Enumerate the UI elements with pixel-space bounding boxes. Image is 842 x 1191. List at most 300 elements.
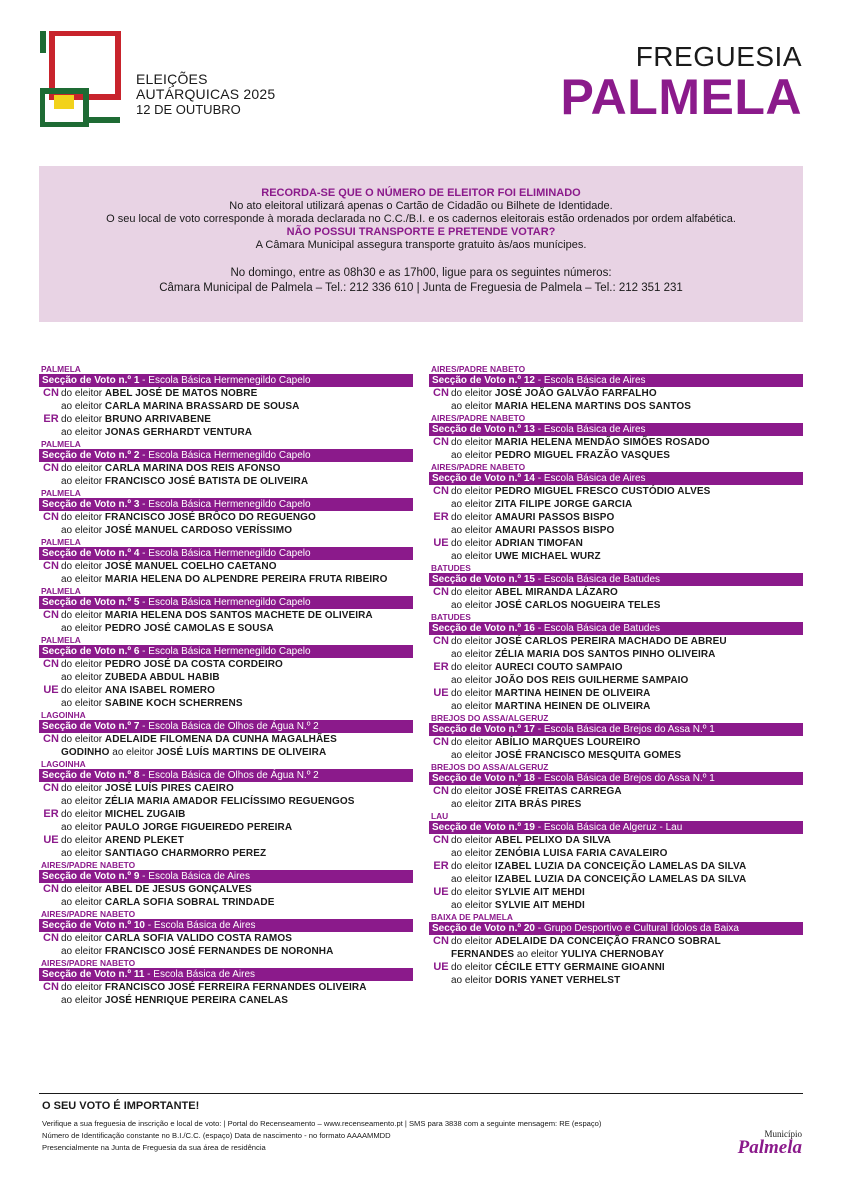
section-location: AIRES/PADRE NABETO (41, 860, 136, 870)
section-location: AIRES/PADRE NABETO (431, 462, 526, 472)
range-prefix: ao eleitor (451, 701, 495, 712)
voter-range-row (429, 961, 803, 974)
range-prefix: ao eleitor (61, 427, 105, 438)
voter-range-text (61, 475, 413, 488)
voter-type-code (429, 847, 451, 860)
voter-range-text (451, 948, 803, 961)
section-number: Secção de Voto n.º 15 (432, 574, 535, 585)
sections-right-column (429, 364, 803, 987)
footer-divider (39, 1093, 803, 1094)
section-school: - Grupo Desportivo e Cultural Ídolos da Baixa (534, 923, 739, 934)
section-number: Secção de Voto n.º 4 (42, 548, 140, 559)
section-header (39, 720, 413, 733)
section-header (39, 547, 413, 560)
section-number: Secção de Voto n.º 2 (42, 450, 140, 461)
voter-type-code: ER (43, 808, 59, 820)
range-prefix: do eleitor (61, 512, 105, 523)
voter-range-row (429, 785, 803, 798)
section-location: BATUDES (431, 563, 471, 573)
section-school: - Escola Básica de Algeruz - Lau (534, 822, 683, 833)
voting-section (429, 713, 803, 762)
section-number: Secção de Voto n.º 1 (42, 375, 140, 386)
voter-type-code (429, 873, 451, 886)
section-school: - Escola Básica Hermenegildo Capelo (139, 375, 311, 386)
voter-name: ZENÓBIA LUISA FARIA CAVALEIRO (494, 848, 668, 859)
voter-name: ABEL DE JESUS GONÇALVES (104, 884, 252, 895)
section-location: PALMELA (41, 488, 81, 498)
voter-range-text (61, 426, 413, 439)
voter-name: ANA ISABEL ROMERO (104, 685, 215, 696)
range-prefix: do eleitor (61, 685, 105, 696)
voter-range-text (451, 961, 803, 974)
voter-range-text (61, 834, 413, 847)
voter-name: CARLA MARINA DOS REIS AFONSO (104, 463, 281, 474)
range-prefix: do eleitor (451, 437, 495, 448)
voter-type-code: CN (43, 609, 59, 621)
voter-name: MARTINA HEINEN DE OLIVEIRA (494, 688, 651, 699)
voter-range-row (429, 511, 803, 524)
range-prefix: do eleitor (451, 962, 495, 973)
voter-name: MARIA HELENA DO ALPENDRE PEREIRA FRUTA RIBEIRO (104, 574, 388, 585)
voter-type-code (39, 746, 61, 759)
voter-name: JOSÉ CARLOS PEREIRA MACHADO DE ABREU (494, 636, 727, 647)
voting-section (429, 413, 803, 462)
voter-range-row (429, 586, 803, 599)
range-prefix: do eleitor (61, 884, 105, 895)
range-prefix: ao eleitor (451, 874, 495, 885)
section-location: AIRES/PADRE NABETO (431, 364, 526, 374)
voter-range-text (451, 387, 803, 400)
range-prefix: ao eleitor (451, 649, 495, 660)
voter-range-row (429, 847, 803, 860)
voter-name: MARIA HELENA MENDÃO SIMÕES ROSADO (494, 437, 710, 448)
section-number: Secção de Voto n.º 3 (42, 499, 140, 510)
section-header (429, 772, 803, 785)
footer-line-1: Verifique a sua freguesia de inscrição e local de voto: | Portal do Recenseamento – www.recenseamento.pt | SMS para 3838 com a seguinte mensagem: RE (espaço) (42, 1119, 602, 1128)
voter-range-text (451, 498, 803, 511)
voter-range-row (39, 896, 413, 909)
voter-range-text (451, 586, 803, 599)
voter-type-code: UE (43, 834, 59, 846)
election-line-1: ELEIÇÕES (136, 71, 208, 87)
voter-type-code (429, 550, 451, 563)
voting-section (39, 364, 413, 439)
footer-info (42, 1118, 601, 1154)
voter-name: PEDRO MIGUEL FRAZÃO VASQUES (494, 450, 671, 461)
voter-range-row (39, 733, 413, 746)
election-date: 12 DE OUTUBRO (136, 102, 241, 117)
voter-name: JOSÉ FREITAS CARREGA (494, 786, 622, 797)
voter-range-row (429, 886, 803, 899)
voter-name: ZÉLIA MARIA DOS SANTOS PINHO OLIVEIRA (494, 649, 716, 660)
voter-range-row (39, 609, 413, 622)
voter-range-row (39, 560, 413, 573)
voter-range-text (451, 899, 803, 912)
voting-section (429, 912, 803, 987)
voter-name: ABEL MIRANDA LÁZARO (494, 587, 618, 598)
voter-range-row (39, 981, 413, 994)
range-prefix: ao eleitor (61, 672, 105, 683)
range-prefix: do eleitor (61, 561, 105, 572)
freguesia-label: FREGUESIA (635, 41, 802, 72)
section-number: Secção de Voto n.º 14 (432, 473, 535, 484)
voter-range-row (429, 400, 803, 413)
voter-range-row (429, 599, 803, 612)
voter-range-text (61, 622, 413, 635)
section-school: - Escola Básica de Olhos de Água N.º 2 (139, 770, 319, 781)
voter-type-code: CN (433, 736, 449, 748)
voter-range-text (451, 873, 803, 886)
footer-line-3: Presencialmente na Junta de Freguesia da sua área de residência (42, 1143, 266, 1152)
section-location: LAGOINHA (41, 759, 86, 769)
range-prefix: do eleitor (451, 587, 495, 598)
voter-range-row (39, 511, 413, 524)
voting-section (429, 612, 803, 713)
voter-range-row (429, 524, 803, 537)
voter-range-text (451, 974, 803, 987)
voting-section (39, 537, 413, 586)
voter-name: AURECI COUTO SAMPAIO (494, 662, 623, 673)
voter-range-text (61, 697, 413, 710)
footer-title: O SEU VOTO É IMPORTANTE! (42, 1100, 200, 1112)
range-prefix: ao eleitor (61, 946, 105, 957)
range-prefix: do eleitor (451, 538, 495, 549)
range-prefix: ao eleitor (451, 799, 495, 810)
range-prefix: ao eleitor (61, 476, 105, 487)
voter-range-text (61, 658, 413, 671)
voter-type-code: CN (43, 511, 59, 523)
voter-name: DORIS YANET VERHELST (494, 975, 621, 986)
voter-name: IZABEL LUZIA DA CONCEIÇÃO LAMELAS DA SILVA (494, 874, 747, 885)
voter-type-code: UE (433, 537, 449, 549)
section-number: Secção de Voto n.º 7 (42, 721, 140, 732)
voter-name: AREND PLEKET (104, 835, 184, 846)
range-prefix: do eleitor (451, 388, 495, 399)
voting-section (429, 762, 803, 811)
voting-section (39, 759, 413, 860)
voter-range-row (39, 622, 413, 635)
range-prefix: do eleitor (61, 809, 105, 820)
voter-type-code: CN (433, 586, 449, 598)
voter-range-row (429, 700, 803, 713)
section-number: Secção de Voto n.º 9 (42, 871, 140, 882)
range-prefix: ao eleitor (451, 675, 495, 686)
voting-section (39, 958, 413, 1007)
voter-name: IZABEL LUZIA DA CONCEIÇÃO LAMELAS DA SILVA (494, 861, 747, 872)
section-school: - Escola Básica de Aires (534, 424, 646, 435)
election-line-2: AUTÁRQUICAS 2025 (136, 86, 276, 102)
notice-line-2: O seu local de voto corresponde à morada declarada no C.C./B.I. e os cadernos eleitorais estão ordenados por ordem alfabética. (106, 213, 736, 225)
voter-range-row (39, 462, 413, 475)
voter-type-code: CN (43, 883, 59, 895)
section-school: - Escola Básica de Aires (534, 375, 646, 386)
voter-range-row (39, 697, 413, 710)
section-header (39, 645, 413, 658)
voter-name: JOSÉ CARLOS NOGUEIRA TELES (494, 600, 661, 611)
range-prefix: ao eleitor (451, 551, 495, 562)
voter-name: SANTIAGO CHARMORRO PEREZ (104, 848, 267, 859)
voter-range-row (39, 426, 413, 439)
voter-name: PEDRO JOSÉ CAMOLAS E SOUSA (104, 623, 274, 634)
voter-range-row (429, 798, 803, 811)
section-school: - Escola Básica Hermenegildo Capelo (139, 450, 311, 461)
voting-section (39, 439, 413, 488)
range-prefix: ao eleitor (451, 450, 495, 461)
section-school: - Escola Básica de Aires (534, 473, 646, 484)
voter-type-code (429, 449, 451, 462)
voter-name: MARIA HELENA DOS SANTOS MACHETE DE OLIVEIRA (104, 610, 373, 621)
voter-range-text (451, 524, 803, 537)
section-header (39, 374, 413, 387)
voter-name: BRUNO ARRIVABENE (104, 414, 211, 425)
voter-type-code: CN (43, 782, 59, 794)
range-prefix: ao eleitor (61, 995, 105, 1006)
voter-range-text (451, 550, 803, 563)
voting-section (429, 462, 803, 563)
range-prefix: ao eleitor (61, 525, 105, 536)
range-prefix: do eleitor (451, 737, 495, 748)
section-header (429, 922, 803, 935)
footer-line-2: Número de Identificação constante no B.I./C.C. (espaço) Data de nascimento - no formato AAAAMMDD (42, 1131, 391, 1140)
voter-range-text (61, 733, 413, 746)
range-prefix: do eleitor (61, 610, 105, 621)
range-prefix: ao eleitor (451, 499, 495, 510)
voter-name: ZUBEDA ABDUL HABIB (104, 672, 220, 683)
voter-type-code (39, 426, 61, 439)
notice-line-3: A Câmara Municipal assegura transporte gratuito às/aos munícipes. (255, 239, 587, 251)
section-school: - Escola Básica de Batudes (534, 574, 661, 585)
voter-range-row (429, 674, 803, 687)
voter-range-text (61, 413, 413, 426)
section-header (39, 870, 413, 883)
voter-range-row (39, 387, 413, 400)
section-number: Secção de Voto n.º 16 (432, 623, 535, 634)
voter-type-code: ER (433, 860, 449, 872)
voter-name: CARLA SOFIA SOBRAL TRINDADE (104, 897, 275, 908)
voter-type-code: CN (43, 733, 59, 745)
voting-section (39, 488, 413, 537)
section-location: BREJOS DO ASSA/ALGERUZ (431, 713, 549, 723)
voter-type-code (39, 795, 61, 808)
range-prefix: do eleitor (451, 486, 495, 497)
voter-range-text (451, 511, 803, 524)
voter-range-row (429, 834, 803, 847)
voter-type-code (39, 671, 61, 684)
voter-range-row (429, 449, 803, 462)
voter-range-text (451, 834, 803, 847)
section-school: - Escola Básica Hermenegildo Capelo (139, 548, 311, 559)
voter-range-row (429, 873, 803, 886)
range-prefix: do eleitor (61, 388, 105, 399)
voting-section (39, 586, 413, 635)
voter-name: JONAS GERHARDT VENTURA (104, 427, 253, 438)
notice-title-1: RECORDA-SE QUE O NÚMERO DE ELEITOR FOI ELIMINADO (261, 187, 581, 199)
notice-title-2: NÃO POSSUI TRANSPORTE E PRETENDE VOTAR? (286, 226, 556, 238)
voter-type-code (39, 697, 61, 710)
voter-name: JOSÉ HENRIQUE PEREIRA CANELAS (104, 995, 289, 1006)
voter-range-row (39, 684, 413, 697)
notice-phones: Câmara Municipal de Palmela – Tel.: 212 336 610 | Junta de Freguesia de Palmela – Tel.: 212 351 231 (159, 282, 683, 294)
voting-section (429, 811, 803, 912)
voter-type-code (39, 400, 61, 413)
voter-range-row (39, 795, 413, 808)
voting-section (39, 710, 413, 759)
voter-name: JOSÉ JOÃO GALVÃO FARFALHO (494, 388, 657, 399)
voter-range-row (39, 994, 413, 1007)
range-prefix: do eleitor (61, 783, 105, 794)
voter-name: ADELAIDE FILOMENA DA CUNHA MAGALHÃES (104, 734, 337, 745)
range-prefix: do eleitor (61, 414, 105, 425)
voter-range-text (61, 896, 413, 909)
voter-range-row (429, 387, 803, 400)
voter-type-code: CN (43, 387, 59, 399)
voter-type-code (39, 622, 61, 635)
section-location: AIRES/PADRE NABETO (431, 413, 526, 423)
voter-name: ZÉLIA MARIA AMADOR FELICÍSSIMO REGUENGOS (104, 796, 355, 807)
section-location: AIRES/PADRE NABETO (41, 909, 136, 919)
voter-name: PEDRO JOSÉ DA COSTA CORDEIRO (104, 659, 283, 670)
voter-range-row (429, 635, 803, 648)
voter-name: ZITA FILIPE JORGE GARCIA (494, 499, 633, 510)
voter-name: PAULO JORGE FIGUEIREDO PEREIRA (104, 822, 293, 833)
voter-name: UWE MICHAEL WURZ (494, 551, 601, 562)
voter-range-row (39, 671, 413, 684)
section-school: - Escola Básica Hermenegildo Capelo (139, 597, 311, 608)
municipio-logo (738, 1129, 802, 1157)
voter-type-code (429, 749, 451, 762)
voter-range-row (39, 413, 413, 426)
voter-range-text (61, 462, 413, 475)
section-school: - Escola Básica Hermenegildo Capelo (139, 499, 311, 510)
voter-range-text (61, 671, 413, 684)
voter-range-row (39, 782, 413, 795)
voter-type-code: ER (43, 413, 59, 425)
voter-name: JOSÉ FRANCISCO MESQUITA GOMES (494, 750, 682, 761)
voter-range-row (429, 749, 803, 762)
voter-range-row (429, 687, 803, 700)
voter-range-text (451, 847, 803, 860)
voter-type-code: CN (43, 932, 59, 944)
range-prefix: do eleitor (61, 659, 105, 670)
voter-type-code (429, 648, 451, 661)
range-prefix: do eleitor (451, 688, 495, 699)
voter-range-text (451, 798, 803, 811)
voter-type-code: CN (433, 785, 449, 797)
voter-type-code (429, 599, 451, 612)
section-school: - Escola Básica de Aires (144, 969, 256, 980)
section-header (429, 723, 803, 736)
voter-name: YULIYA CHERNOBAY (560, 949, 665, 960)
voting-section (39, 860, 413, 909)
voter-type-code: CN (433, 485, 449, 497)
voter-type-code (39, 475, 61, 488)
voter-range-text (61, 847, 413, 860)
section-school: - Escola Básica de Olhos de Água N.º 2 (139, 721, 319, 732)
range-prefix: do eleitor (451, 936, 495, 947)
voter-range-row (429, 537, 803, 550)
range-prefix: do eleitor (451, 786, 495, 797)
voting-section (39, 909, 413, 958)
voter-name: JOSÉ LUÍS PIRES CAEIRO (104, 783, 234, 794)
freguesia-name: PALMELA (560, 69, 802, 125)
voter-name: ABEL JOSÉ DE MATOS NOBRE (104, 388, 258, 399)
voter-range-text (61, 387, 413, 400)
voter-type-code (429, 700, 451, 713)
section-location: BREJOS DO ASSA/ALGERUZ (431, 762, 549, 772)
voter-range-row (39, 883, 413, 896)
voter-range-row (429, 899, 803, 912)
range-prefix: ao eleitor (61, 897, 105, 908)
voter-name: JOSÉ LUÍS MARTINS DE OLIVEIRA (156, 747, 327, 758)
voter-range-text (61, 808, 413, 821)
voter-name: CÉCILE ETTY GERMAINE GIOANNI (494, 962, 665, 973)
voter-range-row (429, 550, 803, 563)
section-header (39, 596, 413, 609)
election-title (136, 72, 275, 118)
voter-range-row (429, 436, 803, 449)
voter-range-row (429, 935, 803, 948)
voter-range-text (451, 537, 803, 550)
voter-range-row (429, 860, 803, 873)
section-header (429, 472, 803, 485)
range-prefix: do eleitor (451, 636, 495, 647)
range-prefix: ao eleitor (61, 623, 105, 634)
voter-name: MICHEL ZUGAIB (104, 809, 186, 820)
voter-range-text (451, 886, 803, 899)
voter-range-text (61, 981, 413, 994)
sections-left-column (39, 364, 413, 1007)
range-prefix: ao eleitor (61, 574, 105, 585)
voter-type-code: CN (433, 834, 449, 846)
voter-type-code: UE (43, 684, 59, 696)
voter-range-text (61, 883, 413, 896)
section-number: Secção de Voto n.º 5 (42, 597, 140, 608)
voter-type-code (429, 524, 451, 537)
voter-type-code: CN (43, 981, 59, 993)
voter-range-text (451, 935, 803, 948)
range-prefix: ao eleitor (61, 848, 105, 859)
voter-name: PEDRO MIGUEL FRESCO CUSTÓDIO ALVES (494, 486, 711, 497)
voter-range-text (61, 684, 413, 697)
range-prefix: do eleitor (451, 662, 495, 673)
voter-type-code: CN (43, 560, 59, 572)
voter-range-row (39, 945, 413, 958)
range-prefix: ao eleitor (109, 747, 157, 758)
range-prefix: ao eleitor (61, 796, 105, 807)
section-header (39, 769, 413, 782)
voter-range-text (61, 746, 413, 759)
voter-type-code (429, 974, 451, 987)
range-prefix: ao eleitor (451, 975, 495, 986)
voter-name: AMAURI PASSOS BISPO (494, 525, 615, 536)
voter-range-text (61, 795, 413, 808)
voter-name: FRANCISCO JOSÉ BRÔCO DO REGUENGO (104, 512, 316, 523)
voter-range-row (429, 661, 803, 674)
voter-range-text (451, 736, 803, 749)
range-prefix: ao eleitor (451, 848, 495, 859)
voter-type-code: CN (43, 462, 59, 474)
range-prefix: do eleitor (451, 835, 495, 846)
voter-range-row (39, 400, 413, 413)
range-prefix: ao eleitor (61, 698, 105, 709)
voter-type-code (39, 821, 61, 834)
voter-type-code (429, 899, 451, 912)
voter-type-code (39, 945, 61, 958)
voter-range-text (61, 573, 413, 586)
voter-name: ABEL PELIXO DA SILVA (494, 835, 612, 846)
voter-range-text (451, 860, 803, 873)
section-header (39, 449, 413, 462)
